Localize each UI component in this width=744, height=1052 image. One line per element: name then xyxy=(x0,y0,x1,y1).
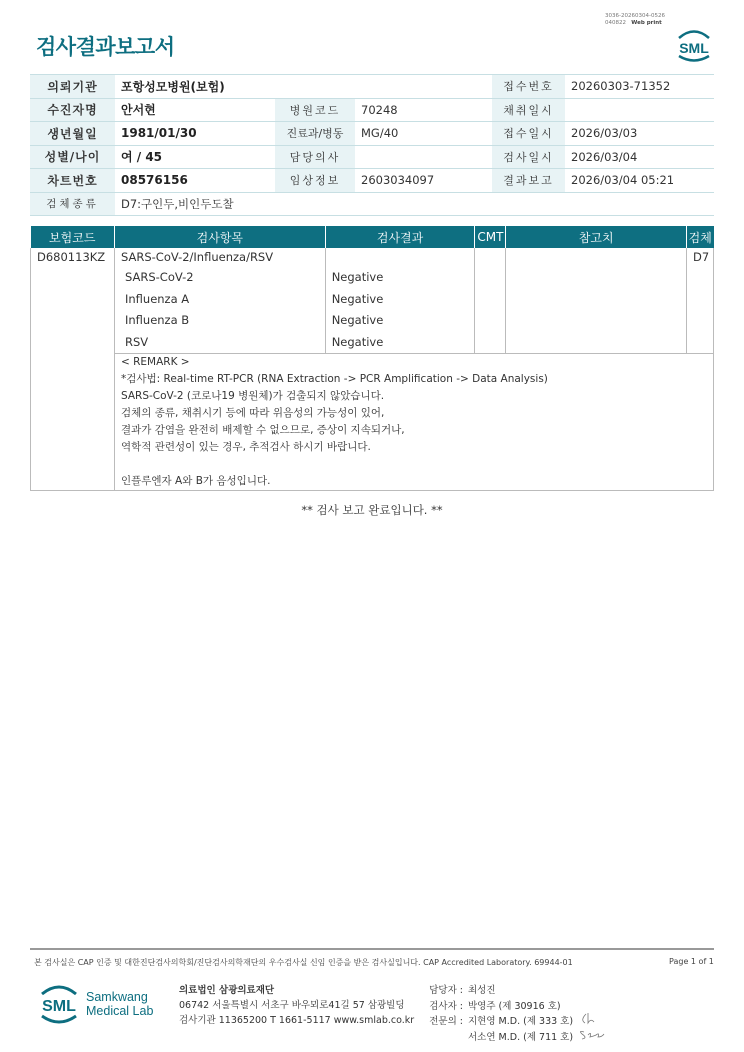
staff-role: 검사자 : xyxy=(429,1000,463,1012)
doc-code-line2: 040822 xyxy=(605,20,626,26)
test-date-value: 2026/03/04 xyxy=(565,145,714,169)
collection-date-value xyxy=(565,98,714,122)
test-result: Negative xyxy=(325,289,475,311)
organization-contact: 검사기관 11365200 T 1661-5117 www.smlab.co.kr xyxy=(179,1015,415,1026)
test-item: Influenza A xyxy=(114,289,325,311)
list-item xyxy=(428,1014,573,1030)
specimen-type-value: D7:구인두,비인두도찰 xyxy=(115,192,714,216)
receipt-date-label: 접수일시 xyxy=(492,122,565,146)
doc-code-line1: 3036-20260304-0526 xyxy=(605,13,665,19)
staff-list xyxy=(428,983,573,1045)
document-code xyxy=(605,13,665,27)
staff-role: 전문의 : xyxy=(429,1016,463,1027)
birth-date-value: 1981/01/30 xyxy=(115,122,275,146)
clinical-info-label: 임상정보 xyxy=(275,169,355,193)
brand-line2: Medical Lab xyxy=(86,1004,154,1018)
remark-line: 역학적 관련성이 있는 경우, 추적검사 하시기 바랍니다. xyxy=(120,440,371,453)
page-number: Page 1 of 1 xyxy=(669,957,714,966)
col-specimen: 검체 xyxy=(686,226,713,248)
insurance-code: D680113KZ xyxy=(31,248,115,267)
patient-name-value: 안서현 xyxy=(115,98,275,122)
sex-age-label: 성별/나이 xyxy=(30,145,115,169)
table-row xyxy=(31,332,714,354)
col-cmt: CMT xyxy=(475,226,506,248)
patient-info-table xyxy=(30,74,714,216)
staff-role: 담당자 : xyxy=(429,985,463,996)
doctor-value xyxy=(355,145,492,169)
remark-line: *검사법: Real-time RT-PCR (RNA Extraction -> PCR Amplification -> Data Analysis) xyxy=(120,372,548,385)
results-table xyxy=(30,226,714,491)
remark-line: 결과가 감염을 완전히 배제할 수 없으므로, 증상이 지속되거나, xyxy=(120,423,405,436)
accreditation-note: 본 검사실은 CAP 인증 및 대한진단검사의학회/진단검사의학재단의 우수검사실 신임 인증을 받은 검사실입니다. CAP Accredited Laboratory. 69944-01 xyxy=(34,958,573,967)
organization-info xyxy=(179,983,414,1028)
col-test-item: 검사항목 xyxy=(114,226,325,248)
doctor-label: 담당의사 xyxy=(275,145,355,169)
table-row xyxy=(31,289,714,311)
report-date-label: 결과보고 xyxy=(492,169,565,193)
brand-name xyxy=(86,990,153,1018)
hospital-code-label: 병원코드 xyxy=(275,98,355,122)
col-reference: 참고치 xyxy=(506,226,687,248)
logo-text-top: SML xyxy=(679,40,709,56)
test-item: Influenza B xyxy=(114,310,325,332)
test-item: SARS-CoV-2 xyxy=(114,267,325,289)
report-complete-text: ** 검사 보고 완료입니다. ** xyxy=(301,503,443,517)
test-result: Negative xyxy=(325,267,475,289)
specimen-code: D7 xyxy=(686,248,713,267)
list-item xyxy=(428,983,573,999)
list-item xyxy=(428,1030,573,1046)
table-row xyxy=(31,248,714,267)
test-date-label: 검사일시 xyxy=(492,145,565,169)
col-insurance-code: 보험코드 xyxy=(31,226,115,248)
hospital-code-value: 70248 xyxy=(355,98,492,122)
receipt-no-label: 접수번호 xyxy=(492,75,565,99)
logo-text-bottom: SML xyxy=(42,998,76,1015)
remark-line: 검체의 종류, 채취시기 등에 따라 위음성의 가능성이 있어, xyxy=(120,406,385,419)
remark-line: < REMARK > xyxy=(120,355,190,368)
staff-role xyxy=(428,1030,468,1046)
organization-address: 06742 서울특별시 서초구 바우뫼로41길 57 삼광빌딩 xyxy=(179,1000,405,1011)
institution-label: 의뢰기관 xyxy=(30,75,115,99)
web-print-label: Web print xyxy=(631,20,662,26)
department-value: MG/40 xyxy=(355,122,492,146)
clinical-info-value: 2603034097 xyxy=(355,169,492,193)
table-row xyxy=(31,310,714,332)
staff-name: 지현영 M.D. (제 333 호) xyxy=(468,1016,574,1027)
institution-value: 포항성모병원(보험) xyxy=(115,75,492,99)
staff-name: 서소연 M.D. (제 711 호) xyxy=(468,1031,574,1043)
signature-icon xyxy=(576,1010,610,1040)
organization-name: 의료법인 삼광의료재단 xyxy=(179,985,275,996)
footer-divider xyxy=(30,948,714,950)
remark-line: SARS-CoV-2 (코로나19 병원체)가 검출되지 않았습니다. xyxy=(120,389,385,402)
remark-row xyxy=(31,353,714,490)
test-item: RSV xyxy=(114,332,325,354)
panel-name: SARS-CoV-2/Influenza/RSV xyxy=(114,248,325,267)
receipt-no-value: 20260303-71352 xyxy=(565,75,714,99)
col-test-result: 검사결과 xyxy=(325,226,475,248)
patient-name-label: 수진자명 xyxy=(30,98,115,122)
remark-line xyxy=(121,456,707,473)
staff-name: 최성진 xyxy=(468,985,496,996)
report-date-value: 2026/03/04 05:21 xyxy=(565,169,714,193)
staff-name: 박영주 (제 30916 호) xyxy=(468,1000,561,1012)
sml-logo-icon xyxy=(673,27,715,63)
receipt-date-value: 2026/03/03 xyxy=(565,122,714,146)
sex-age-value: 여 / 45 xyxy=(115,145,275,169)
remark-line: 인플루엔자 A와 B가 음성입니다. xyxy=(120,474,271,487)
specimen-type-label: 검체종류 xyxy=(30,192,115,216)
test-result: Negative xyxy=(325,310,475,332)
birth-date-label: 생년월일 xyxy=(30,122,115,146)
chart-no-value: 08576156 xyxy=(115,169,275,193)
test-result: Negative xyxy=(325,332,475,354)
remark-block xyxy=(114,353,713,490)
list-item xyxy=(428,999,573,1015)
table-row xyxy=(31,267,714,289)
brand-line1: Samkwang xyxy=(86,990,148,1004)
collection-date-label: 채취일시 xyxy=(492,98,565,122)
department-label: 진료과/병동 xyxy=(275,122,355,146)
sml-logo-icon xyxy=(36,980,82,1026)
page-title: 검사결과보고서 xyxy=(36,35,175,59)
chart-no-label: 차트번호 xyxy=(30,169,115,193)
